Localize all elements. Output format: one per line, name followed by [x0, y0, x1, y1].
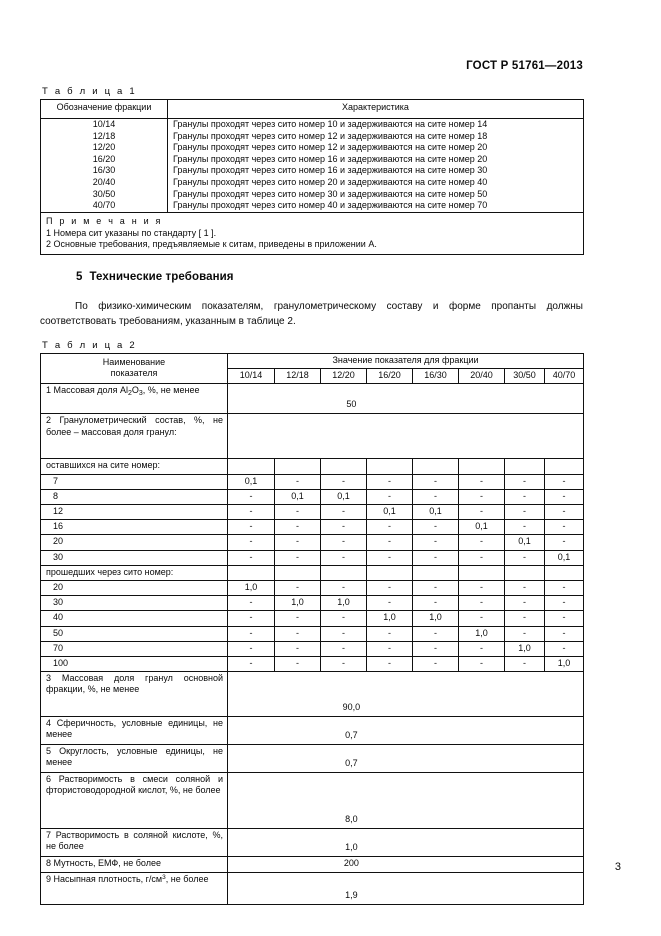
cell-value: -: [275, 520, 321, 535]
fraction-code: 10/14: [41, 119, 168, 131]
table-row: [41, 717, 584, 745]
table2-col-header-fraction: 16/30: [413, 369, 459, 384]
cell-value: -: [275, 474, 321, 489]
cell-value: -: [321, 505, 367, 520]
cell-value: -: [228, 641, 275, 656]
cell-value: -: [321, 520, 367, 535]
cell-value: -: [275, 626, 321, 641]
cell-value: -: [367, 535, 413, 550]
table-row: [41, 641, 584, 656]
indicator-value-merged: [228, 873, 584, 905]
cell-value: -: [545, 489, 584, 504]
cell-value: -: [459, 550, 505, 565]
cell-value: -: [505, 657, 545, 672]
cell-value: -: [505, 550, 545, 565]
fraction-description: Гранулы проходят через сито номер 16 и задерживаются на сите номер 20: [168, 154, 584, 166]
empty-value-cell: [459, 459, 505, 474]
table2-caption: Т а б л и ц а 2: [42, 340, 137, 351]
indicator-value: 1,0: [345, 842, 358, 853]
table2-col-header-fraction: 40/70: [545, 369, 584, 384]
cell-value: -: [228, 535, 275, 550]
sieve-number-label: 30: [41, 596, 228, 611]
cell-value: -: [413, 520, 459, 535]
table-row: [41, 200, 584, 212]
indicator-subheading: оставшихся на сите номер:: [41, 459, 228, 474]
standard-designation: ГОСТ Р 51761—2013: [466, 60, 583, 72]
table-row-header: [41, 354, 584, 369]
fraction-description: Гранулы проходят через сито номер 12 и задерживаются на сите номер 20: [168, 142, 584, 154]
empty-value-cell: [505, 565, 545, 580]
cell-value: -: [459, 489, 505, 504]
indicator-value-merged: [228, 384, 584, 414]
section-5-number: 5: [76, 271, 83, 283]
cell-value: -: [505, 581, 545, 596]
cell-value: -: [275, 641, 321, 656]
indicator-label: 4 Сферичность, условные единицы, не менее: [41, 717, 228, 745]
table-row: [41, 535, 584, 550]
table-row: [41, 520, 584, 535]
cell-value: -: [275, 535, 321, 550]
table-row: [41, 611, 584, 626]
indicator-value: 8,0: [345, 814, 358, 825]
indicator-value: 0,7: [345, 730, 358, 741]
cell-value: -: [413, 641, 459, 656]
cell-value: 0,1: [367, 505, 413, 520]
table-row: [41, 657, 584, 672]
fraction-description: Гранулы проходят через сито номер 30 и задерживаются на сите номер 50: [168, 189, 584, 201]
table-row: [41, 565, 584, 580]
table1-col-header-characteristic: Характеристика: [168, 100, 584, 119]
indicator-value-merged: [228, 857, 584, 873]
indicator-value: 90,0: [342, 702, 361, 713]
cell-value: -: [228, 489, 275, 504]
cell-value: -: [275, 657, 321, 672]
indicator-label: 8 Мутность, ЕМФ, не более: [41, 857, 228, 873]
section-5-heading: [76, 271, 234, 283]
table2-col-header-fraction: 16/20: [367, 369, 413, 384]
table-row: [41, 131, 584, 143]
fraction-code: 30/50: [41, 189, 168, 201]
cell-value: -: [545, 581, 584, 596]
cell-value: -: [413, 550, 459, 565]
table-row: [41, 829, 584, 857]
empty-value-cell: [321, 459, 367, 474]
note-item: 1 Номера сит указаны по стандарту [ 1 ].: [46, 227, 217, 238]
table-row: [41, 189, 584, 201]
cell-value: 1,0: [505, 641, 545, 656]
table-row: [41, 626, 584, 641]
cell-value: -: [228, 611, 275, 626]
empty-value-cell: [275, 459, 321, 474]
cell-value: -: [413, 535, 459, 550]
cell-value: 1,0: [367, 611, 413, 626]
notes-title: П р и м е ч а н и я: [46, 215, 163, 226]
cell-value: 1,0: [545, 657, 584, 672]
fraction-description: Гранулы проходят через сито номер 12 и задерживаются на сите номер 18: [168, 131, 584, 143]
fraction-description: Гранулы проходят через сито номер 20 и задерживаются на сите номер 40: [168, 177, 584, 189]
cell-value: -: [459, 535, 505, 550]
cell-value: -: [413, 489, 459, 504]
empty-value-cell: [413, 459, 459, 474]
table-row: [41, 414, 584, 459]
table1-notes: [41, 212, 584, 255]
sieve-number-label: 12: [41, 505, 228, 520]
fraction-code: 16/20: [41, 154, 168, 166]
table-row: [41, 165, 584, 177]
table2-col-header-values-span: Значение показателя для фракции: [228, 354, 584, 369]
cell-value: -: [413, 596, 459, 611]
cell-value: 1,0: [228, 581, 275, 596]
cell-value: -: [545, 505, 584, 520]
sieve-number-label: 8: [41, 489, 228, 504]
empty-value-cell: [545, 565, 584, 580]
empty-value-cell: [228, 459, 275, 474]
table-row: [41, 873, 584, 905]
cell-value: -: [321, 535, 367, 550]
table2-col-header-fraction: 12/20: [321, 369, 367, 384]
sieve-number-label: 100: [41, 657, 228, 672]
cell-value: -: [545, 626, 584, 641]
indicator-value-merged: [228, 717, 584, 745]
empty-value-cell: [228, 565, 275, 580]
empty-value-cell: [459, 565, 505, 580]
table-row: [41, 489, 584, 504]
cell-value: -: [505, 611, 545, 626]
sieve-number-label: 20: [41, 581, 228, 596]
cell-value: -: [545, 535, 584, 550]
cell-value: -: [459, 611, 505, 626]
indicator-value-merged: [228, 745, 584, 773]
cell-value: 0,1: [321, 489, 367, 504]
empty-value-cell: [367, 565, 413, 580]
empty-value-cell: [367, 459, 413, 474]
cell-value: 0,1: [459, 520, 505, 535]
cell-value: -: [321, 626, 367, 641]
table-row: [41, 745, 584, 773]
indicator-label: 7 Растворимость в соляной кислоте, %, не более: [41, 829, 228, 857]
table-1-fraction-designations: [40, 99, 584, 255]
table-row: [41, 773, 584, 829]
table-row: [41, 177, 584, 189]
cell-value: -: [367, 626, 413, 641]
cell-value: -: [228, 596, 275, 611]
fraction-code: 12/18: [41, 131, 168, 143]
cell-value: -: [459, 596, 505, 611]
table2-col-header-fraction: 12/18: [275, 369, 321, 384]
table2-col-header-fraction: 10/14: [228, 369, 275, 384]
table-row: [41, 596, 584, 611]
table-row: [41, 857, 584, 873]
cell-value: 1,0: [459, 626, 505, 641]
table-row: [41, 154, 584, 166]
cell-value: -: [228, 550, 275, 565]
table2-col-header-indicator-name: Наименование показателя: [41, 354, 228, 384]
indicator-label: 1 Массовая доля $Al_2O_3$, %, не менее: [41, 384, 228, 414]
fraction-description: Гранулы проходят через сито номер 40 и задерживаются на сите номер 70: [168, 200, 584, 212]
table2-col-header-fraction: 30/50: [505, 369, 545, 384]
cell-value: 0,1: [413, 505, 459, 520]
cell-value: -: [545, 641, 584, 656]
cell-value: -: [505, 505, 545, 520]
indicator-value-merged: [228, 773, 584, 829]
indicator-label: 6 Растворимость в смеси соляной и фтористоводородной кислот, %, не более: [41, 773, 228, 829]
cell-value: 0,1: [505, 535, 545, 550]
cell-value: -: [367, 581, 413, 596]
cell-value: -: [413, 474, 459, 489]
empty-value-cell: [275, 565, 321, 580]
cell-value: -: [367, 641, 413, 656]
table2-col-header-fraction: 20/40: [459, 369, 505, 384]
table1-caption: Т а б л и ц а 1: [42, 86, 137, 97]
table-row: [41, 581, 584, 596]
cell-value: -: [321, 611, 367, 626]
sieve-number-label: 16: [41, 520, 228, 535]
cell-value: -: [228, 505, 275, 520]
indicator-value: 0,7: [345, 758, 358, 769]
indicator-label: 9 Насыпная плотность, $г/см^3$, не более: [41, 873, 228, 905]
table-row-notes: [41, 212, 584, 255]
cell-value: -: [275, 581, 321, 596]
cell-value: -: [228, 520, 275, 535]
table-row: [41, 474, 584, 489]
indicator-subheading: прошедших через сито номер:: [41, 565, 228, 580]
cell-value: -: [459, 657, 505, 672]
cell-value: -: [321, 641, 367, 656]
cell-value: -: [459, 505, 505, 520]
cell-value: -: [228, 657, 275, 672]
indicator-value: 1,9: [345, 890, 358, 901]
cell-value: 0,1: [545, 550, 584, 565]
cell-value: 1,0: [413, 611, 459, 626]
cell-value: -: [545, 520, 584, 535]
indicator-value: 50: [346, 399, 357, 410]
table-2-specification-values: [40, 353, 584, 905]
cell-value: -: [459, 641, 505, 656]
cell-value: -: [367, 474, 413, 489]
cell-value: -: [321, 550, 367, 565]
fraction-description: Гранулы проходят через сито номер 16 и задерживаются на сите номер 30: [168, 165, 584, 177]
cell-value: -: [413, 626, 459, 641]
cell-value: -: [545, 596, 584, 611]
note-item: 2 Основные требования, предъявляемые к ситам, приведены в приложении А.: [46, 239, 377, 250]
table-row: [41, 119, 584, 131]
cell-value: -: [505, 474, 545, 489]
cell-value: -: [505, 626, 545, 641]
cell-value: -: [367, 596, 413, 611]
sieve-number-label: 30: [41, 550, 228, 565]
table-row: [41, 505, 584, 520]
cell-value: -: [275, 505, 321, 520]
fraction-code: 16/30: [41, 165, 168, 177]
indicator-value-merged: [228, 829, 584, 857]
cell-value: -: [321, 581, 367, 596]
cell-value: -: [459, 474, 505, 489]
sieve-number-label: 50: [41, 626, 228, 641]
page-number: 3: [614, 861, 621, 873]
table-row: [41, 550, 584, 565]
empty-value-cell: [545, 459, 584, 474]
cell-value: -: [275, 550, 321, 565]
indicator-label: 2 Гранулометрический состав, %, не более – массовая доля гранул:: [41, 414, 228, 459]
fraction-code: 20/40: [41, 177, 168, 189]
sieve-number-label: 7: [41, 474, 228, 489]
cell-value: -: [367, 550, 413, 565]
section-5-title: Технические требования: [89, 271, 234, 283]
sieve-number-label: 70: [41, 641, 228, 656]
table-row: [41, 459, 584, 474]
table-row: [41, 384, 584, 414]
table1-col-header-fraction: Обозначение фракции: [41, 100, 168, 119]
sieve-number-label: 20: [41, 535, 228, 550]
fraction-code: 40/70: [41, 200, 168, 212]
fraction-code: 12/20: [41, 142, 168, 154]
cell-value: 1,0: [275, 596, 321, 611]
cell-value: -: [321, 474, 367, 489]
cell-value: 0,1: [228, 474, 275, 489]
section-5-paragraph: По физико-химическим показателям, гранулометрическому составу и форме пропанты должны соответствовать требованиям, указанным в таблице 2.: [40, 301, 583, 327]
cell-value: -: [505, 596, 545, 611]
indicator-value: 200: [343, 858, 359, 869]
fraction-description: Гранулы проходят через сито номер 10 и задерживаются на сите номер 14: [168, 119, 584, 131]
table-row: [41, 142, 584, 154]
indicator-value-merged: [228, 672, 584, 717]
cell-value: -: [321, 657, 367, 672]
cell-value: -: [367, 657, 413, 672]
table-row: [41, 672, 584, 717]
cell-value: -: [275, 611, 321, 626]
empty-value-cell: [413, 565, 459, 580]
cell-value: -: [505, 520, 545, 535]
cell-value: -: [228, 626, 275, 641]
cell-value: -: [413, 657, 459, 672]
cell-value: -: [545, 474, 584, 489]
cell-value: -: [545, 611, 584, 626]
cell-value: 1,0: [321, 596, 367, 611]
cell-value: -: [459, 581, 505, 596]
empty-value-cell: [321, 565, 367, 580]
empty-value-cell: [505, 459, 545, 474]
sieve-number-label: 40: [41, 611, 228, 626]
cell-value: -: [505, 489, 545, 504]
cell-value: -: [367, 489, 413, 504]
table-row-header: [41, 100, 584, 119]
cell-value: -: [413, 581, 459, 596]
cell-value: -: [367, 520, 413, 535]
indicator-label: 3 Массовая доля гранул основной фракции, %, не менее: [41, 672, 228, 717]
indicator-label: 5 Округлость, условные единицы, не менее: [41, 745, 228, 773]
cell-value: 0,1: [275, 489, 321, 504]
empty-value-cell: [228, 414, 584, 459]
